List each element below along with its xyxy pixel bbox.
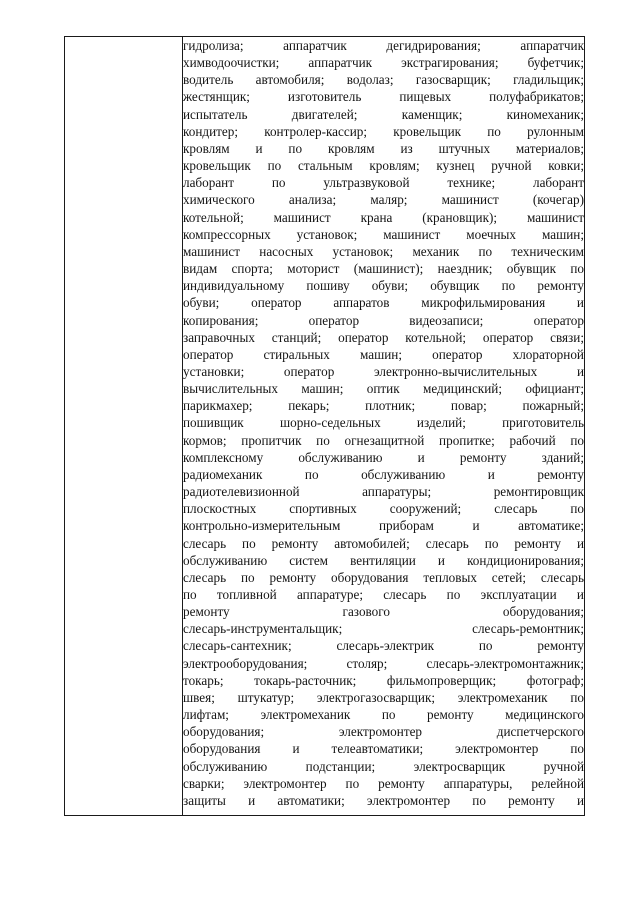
text-line: испытатель двигателей; каменщик; киномеханик;: [183, 106, 584, 122]
text-line: химводоочистки; аппаратчик экстрагирования; буфетчик;: [183, 55, 584, 71]
occupations-list-text: [183, 37, 584, 809]
text-line: слесарь-сантехник; слесарь-электрик по ремонту: [183, 638, 584, 654]
text-line: гидролиза; аппаратчик дегидрирования; аппаратчик: [183, 38, 584, 53]
text-line: водитель автомобиля; водолаз; газосварщик; гладильщик;: [183, 72, 584, 88]
text-line: слесарь по ремонту оборудования тепловых сетей; слесарь: [183, 569, 584, 585]
text-line: швея; штукатур; электрогазосварщик; электромеханик по: [183, 689, 584, 705]
text-line: радиотелевизионной аппаратуры; ремонтировщик: [183, 484, 584, 500]
text-line: оборудования; электромонтер диспетчерского: [183, 724, 584, 740]
text-line: видам спорта; моторист (машинист); наездник; обувщик по: [183, 261, 584, 277]
text-line: слесарь по ремонту автомобилей; слесарь по ремонту и: [183, 535, 584, 551]
table-cell-right: [183, 37, 585, 816]
text-line: заправочных станций; оператор котельной; оператор связи;: [183, 329, 584, 345]
text-line: жестянщик; изготовитель пищевых полуфабрикатов;: [183, 89, 584, 105]
text-line: обслуживанию подстанции; электросварщик ручной: [183, 758, 584, 774]
text-line: оборудования и телеавтоматики; электромонтер по: [183, 741, 584, 757]
text-line: кондитер; контролер-кассир; кровельщик по рулонным: [183, 123, 584, 139]
text-line: компрессорных установок; машинист моечных машин;: [183, 226, 584, 242]
text-line: радиомеханик по обслуживанию и ремонту: [183, 466, 584, 482]
text-line: пошивщик шорно-седельных изделий; приготовитель: [183, 415, 584, 431]
text-line: вычислительных машин; оптик медицинский; официант;: [183, 381, 584, 397]
text-line: защиты и автоматики; электромонтер по ремонту и: [183, 792, 584, 808]
text-line: контрольно-измерительным приборам и автоматике;: [183, 518, 584, 534]
text-line: копирования; оператор видеозаписи; оператор: [183, 312, 584, 328]
text-line: плоскостных спортивных сооружений; слесарь по: [183, 501, 584, 517]
text-line: парикмахер; пекарь; плотник; повар; пожарный;: [183, 398, 584, 414]
text-line: котельной; машинист крана (крановщик); машинист: [183, 209, 584, 225]
text-line: индивидуальному пошиву обуви; обувщик по ремонту: [183, 278, 584, 294]
text-line: машинист насосных установок; механик по техническим: [183, 243, 584, 259]
text-line: сварки; электромонтер по ремонту аппаратуры, релейной: [183, 775, 584, 791]
text-line: обуви; оператор аппаратов микрофильмирования и: [183, 295, 584, 311]
text-line: оператор стиральных машин; оператор хлораторной: [183, 346, 584, 362]
text-line: обслуживанию систем вентиляции и кондиционирования;: [183, 552, 584, 568]
text-line: кормов; пропитчик по огнезащитной пропитке; рабочий по: [183, 432, 584, 448]
text-line: по топливной аппаратуре; слесарь по эксплуатации и: [183, 587, 584, 602]
document-table: [64, 36, 585, 816]
text-line: слесарь-инструментальщик; слесарь-ремонтник;: [183, 621, 584, 637]
table-row: [65, 37, 585, 816]
table-cell-left: [65, 37, 183, 816]
text-line: лаборант по ультразвуковой технике; лаборант: [183, 175, 584, 191]
text-line: кровлям и по кровлям из штучных материалов;: [183, 140, 584, 156]
text-line: комплексному обслуживанию и ремонту зданий;: [183, 449, 584, 465]
text-line: ремонту газового оборудования;: [183, 604, 584, 620]
text-line: токарь; токарь-расточник; фильмопроверщик; фотограф;: [183, 672, 584, 688]
text-line: кровельщик по стальным кровлям; кузнец ручной ковки;: [183, 158, 584, 174]
text-line: электрооборудования; столяр; слесарь-электромонтажник;: [183, 655, 584, 671]
text-line: установки; оператор электронно-вычислительных и: [183, 363, 584, 379]
text-line: химического анализа; маляр; машинист (кочегар): [183, 192, 584, 208]
text-line: лифтам; электромеханик по ремонту медицинского: [183, 707, 584, 723]
